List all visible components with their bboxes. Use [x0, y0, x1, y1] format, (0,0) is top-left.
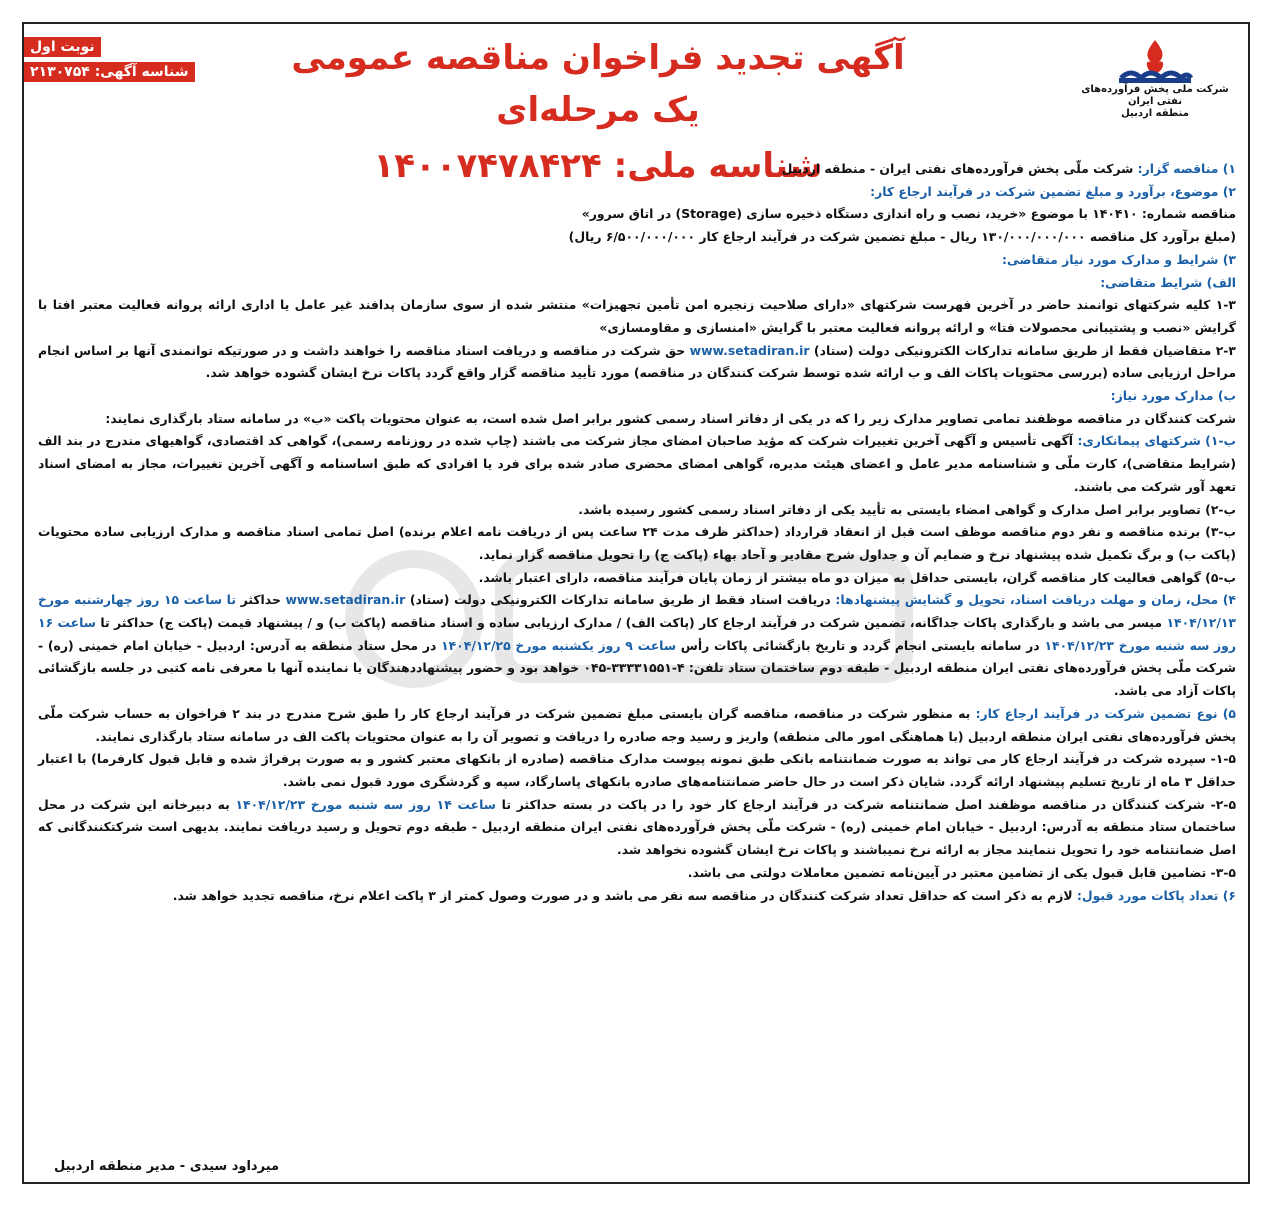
- section-3-label: ۳) شرایط و مدارک مورد نیاز متقاضی:: [1002, 251, 1236, 267]
- section-6: ۶) تعداد پاکات مورد قبول: لازم به ذکر است که حداقل تعداد شرکت کنندگان در مناقصه سه نفر می باشد و در صورت وصول کمتر از ۳ پاکت اعلام نرخ، مناقصه تجدید خواهد شد.: [172, 887, 1236, 903]
- badge-id: شناسه آگهی: ۲۱۳۰۷۵۴: [24, 62, 195, 82]
- badge-round: نوبت اول: [24, 37, 101, 57]
- section-2-line-1: مناقصه شماره: ۱۴۰۴۱۰ با موضوع «خرید، نصب و راه اندازی دستگاه ذخیره سازی (Storage) در اتاق سرور»: [581, 206, 1236, 222]
- section-3a-item-1: ۱-۳ کلیه شرکتهای توانمند حاضر در آخرین فهرست شرکتهای «دارای صلاحیت زنجیره امن تأمین تجهیزات» منتشر شده از سوی سازمان پدافند غیر عامل یا اداری ارائه پروانه فعالیت معتبر افتا با گرایش «نصب و پشتیبانی محصولات فتا» و ارائه پروانه فعالیت معتبر با گرایش «امنسازی و مقاومسازی»: [38, 297, 1236, 335]
- section-5-item-2: ۲-۵- شرکت کنندگان در مناقصه موظفند اصل ضمانتنامه شرکت در فرآیند ارجاع کار خود را در پاکت در بسته حداکثر تا ساعت ۱۴ روز سه شنبه مورخ ۱۴۰۴/۱۲/۲۳ به دبیرخانه این شرکت در محل ساختمان ستاد منطقه به آدرس: اردبیل - خیابان امام خمینی (ره) - شرکت ملّی پخش فرآورده‌های نفتی ایران منطقه اردبیل - طبقه دوم تحویل و رسید دریافت نمایند. بدیهی است شرکتکنندگانی که اصل ضمانتنامه خود را تحویل ننمایند مجاز به ارائه نرخ نمیباشند و پاکات نرخ ایشان گشوده نخواهد شد.: [38, 796, 1237, 858]
- setad-link-2[interactable]: www.setadiran.ir: [285, 592, 406, 608]
- signature: میرداود سیدی - مدیر منطقه اردبیل: [54, 1159, 280, 1174]
- title-line-1: آگهی تجدید فراخوان مناقصه عمومی یک مرحله‌ای: [291, 38, 905, 130]
- tender-notice: [22, 22, 1250, 1184]
- section-1-text: شرکت ملّی پخش فرآورده‌های نفتی ایران - منطقه اردبیل: [781, 161, 1138, 176]
- section-2-label: ۲) موضوع، برآورد و مبلغ تضمین شرکت در فرآیند ارجاع کار:: [870, 183, 1236, 199]
- flame-logo-icon: [1115, 38, 1195, 84]
- section-3b-label: ب) مدارک مورد نیاز:: [1110, 388, 1236, 404]
- section-3a-item-2: ۲-۳ متقاضیان فقط از طریق سامانه تدارکات الکترونیکی دولت (ستاد) www.setadiran.ir حق شرکت در مناقصه و دریافت اسناد مناقصه را خواهند داشت و در صورتیکه توانمندی آنها بر اساس انجام مراحل ارزیابی ساده (بررسی محتویات پاکات الف و ب ارائه شده توسط شرکت کنندگان در مناقصه) مورد تأیید مناقصه گزار واقع گردد پاکات نرخ ایشان گشوده خواهد شد.: [38, 342, 1236, 381]
- section-3b-item-5: ب-۵) گواهی فعالیت کار مناقصه گران، بایستی حداقل به میزان دو ماه بیشتر از زمان پایان فرآیند مناقصه، دارای اعتبار باشد.: [478, 569, 1236, 585]
- company-logo: [1070, 38, 1240, 120]
- section-3b-item-3: ب-۳) برنده مناقصه و نفر دوم مناقصه موظف است قبل از انعقاد قرارداد (حداکثر ظرف مدت ۲۴ ساعت پس از دریافت نامه اعلام برنده) اصل تمامی اسناد مناقصه و مدارک ارزیابی ساده محتویات (پاکت ب) و برگ تکمیل شده پیشنهاد نرخ و ضمایم آن و جداول شرح مقادیر و آحاد بهاء (پاکت ج) را تحویل مناقصه گزار نماید.: [38, 524, 1236, 562]
- section-1: [38, 158, 1236, 181]
- section-3b-item-2: ب-۲) تصاویر برابر اصل مدارک و گواهی امضاء بایستی به تأیید یکی از دفاتر اسناد رسمی کشور رسیده باشد.: [578, 501, 1236, 517]
- deadline-upload: ساعت ۱۶ روز سه شنبه مورخ ۱۴۰۴/۱۲/۲۳: [38, 615, 1237, 653]
- section-5: ۵) نوع تضمین شرکت در فرآیند ارجاع کار: به منظور شرکت در مناقصه، مناقصه گران بایستی مبلغ تضمین شرکت در فرآیند ارجاع کار را طبق شرح مندرج در بند ۲ فراخوان به حساب شرکت ملّی پخش فرآورده‌های نفتی ایران منطقه اردبیل (با هماهنگی امور مالی منطقه) واریز و رسید وجه صادره را دریافت و تصویر آن را به عنوان محتویات پاکت الف در سامانه ستاد بارگذاری نمایند.: [38, 705, 1236, 744]
- opening-date: ساعت ۹ روز یکشنبه مورخ ۱۴۰۴/۱۲/۲۵: [441, 637, 677, 653]
- section-2-line-2: (مبلغ برآورد کل مناقصه ۱۳۰/۰۰۰/۰۰۰/۰۰۰ ریال - مبلغ تضمین شرکت در فرآیند ارجاع کار ۶/۵۰۰/۰۰۰/۰۰۰ ریال): [568, 229, 1236, 245]
- notice-badge: [24, 36, 224, 86]
- setad-link[interactable]: www.setadiran.ir: [689, 342, 810, 358]
- section-3b-intro: شرکت کنندگان در مناقصه موظفند تمامی تصاویر مدارک زیر را که در یکی از دفاتر اسناد رسمی کشور برابر اصل شده است، به عنوان محتویات پاکت «ب» در سامانه ستاد بارگذاری نمایند:: [105, 410, 1236, 426]
- title-line-2: شناسه ملی: ۱۴۰۰۷۴۷۸۴۲۴: [373, 146, 823, 186]
- guarantee-deadline: ساعت ۱۴ روز سه شنبه مورخ ۱۴۰۴/۱۲/۲۳: [235, 796, 496, 812]
- section-5-item-3: ۳-۵- تضامین قابل قبول یکی از تضامین معتبر در آیین‌نامه تضمین معاملات دولتی می باشد.: [687, 864, 1236, 880]
- deadline-docs: تا ساعت ۱۵ روز چهارشنبه مورخ ۱۴۰۴/۱۲/۱۳: [38, 592, 1236, 631]
- section-3a-label: الف) شرایط متقاضی:: [1100, 274, 1236, 290]
- section-5-item-1: ۱-۵- سپرده شرکت در فرآیند ارجاع کار می تواند به صورت ضمانتنامه بانکی طبق نمونه پیوست مدارک مناقصه (صادره از بانکهای معتبر کشور و به صورت پرفراژ شده و قابل قبول کارفرما) با اعتبار حداقل ۳ ماه از تاریخ تسلیم پیشنهاد ارائه گردد. شایان ذکر است در حال حاضر ضمانتنامه‌های صادره بانکهای پاسارگاد، سپه و گردشگری مورد قبول نمی باشد.: [38, 751, 1236, 789]
- section-4: ۴) محل، زمان و مهلت دریافت اسناد، تحویل و گشایش پیشنهادها: دریافت اسناد فقط از طریق سامانه تدارکات الکترونیکی دولت (ستاد) www.setadiran.ir حداکثر تا ساعت ۱۵ روز چهارشنبه مورخ ۱۴۰۴/۱۲/۱۳ میسر می باشد و بارگذاری پاکات جداگانه، تضمین شرکت در فرآیند ارجاع کار (پاکت الف) / مدارک ارزیابی ساده و اسناد مناقصه (پاکت ب) و / پیشنهاد قیمت (پاکت ج) حداکثر تا ساعت ۱۶ روز سه شنبه مورخ ۱۴۰۴/۱۲/۲۳ در سامانه بایستی انجام گردد و تاریخ بازگشائی پاکات رأس ساعت ۹ روز یکشنبه مورخ ۱۴۰۴/۱۲/۲۵ در محل ستاد منطقه به آدرس: اردبیل - خیابان امام خمینی (ره) - شرکت ملّی پخش فرآورده‌های نفتی ایران منطقه اردبیل - طبقه دوم ساختمان ستاد تلفن: ۴-۳۳۳۳۱۵۵۱-۰۴۵ خواهد بود و حضور پیشنهاددهندگان یا نماینده آنها با معرفی نامه کتبی در جلسه بازگشائی پاکات آزاد می باشد.: [38, 592, 1237, 699]
- notice-body: [38, 158, 1236, 907]
- logo-region: منطقه اردبیل: [1121, 108, 1189, 119]
- section-1-label: ۱) مناقصه گزار:: [1137, 161, 1236, 176]
- logo-caption: شرکت ملی پخش فرآورده‌های نفتی ایران: [1081, 84, 1229, 107]
- section-3b-item-1: ب-۱) شرکتهای پیمانکاری: آگهی تأسیس و آگهی آخرین تغییرات شرکت که مؤید صاحبان امضای مجاز شرکت می باشند (چاپ شده در روزنامه رسمی)، گواهی کد اقتصادی، گواهیهای مندرج در بند الف (شرایط متقاضی)، کارت ملّی و شناسنامه مدیر عامل و اعضای هیئت مدیره، گواهی امضای محضری صادر شده برای فرد یا افرادی که طبق اساسنامه و آگهی آخرین تغییرات، مجاز به امضای اسناد تعهد آور شرکت می باشند.: [38, 433, 1236, 494]
